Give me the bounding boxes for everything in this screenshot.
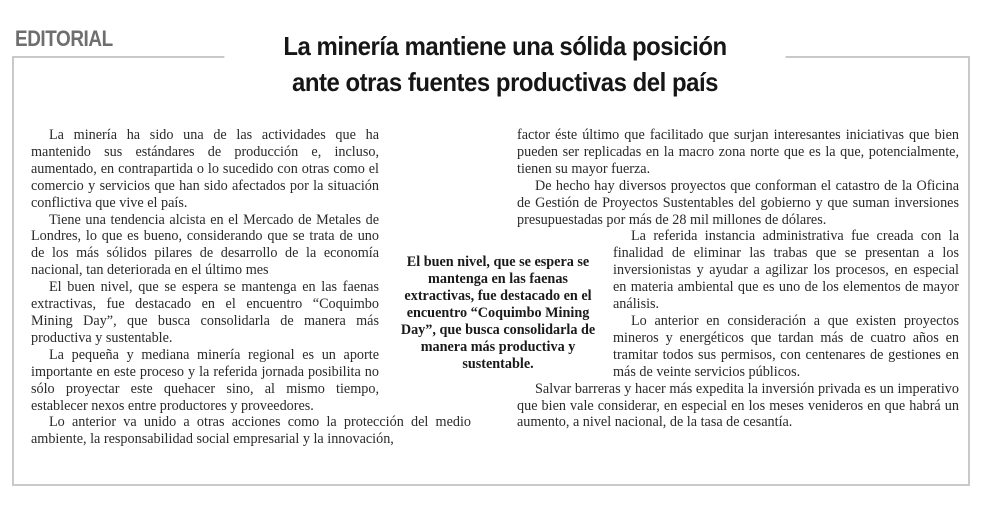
paragraph: La minería ha sido una de las actividades que ha mantenido sus estándares de producción e, incluso, aumentado, en contrapartida o lo sucedido con otras como el comercio y servicios que han sido afectados por la situación conflictiva que vive el país. bbox=[31, 127, 379, 211]
headline-line-2: ante otras fuentes productivas del país bbox=[291, 67, 719, 97]
paragraph: Lo anterior va unido a otras acciones como la protección del medio ambiente, la responsabilidad social empresarial y la innovación, bbox=[31, 414, 471, 448]
section-tag: EDITORIAL bbox=[15, 26, 113, 51]
paragraph: La referida instancia administrativa fue creada con la finalidad de eliminar las trabas que se presentan a los inversionistas y ayudar a agilizar los procesos, en especial en materia ambiental que es uno de los elementos de mayor análisis. bbox=[613, 228, 959, 313]
paragraph: factor éste último que facilitado que surjan interesantes iniciativas que bien pueden ser replicadas en la macro zona norte que es la que, potencialmente, tienen su mayor fuerza. bbox=[517, 127, 959, 177]
paragraph: De hecho hay diversos proyectos que conforman el catastro de la Oficina de Gestión de Proyectos Sustentables del gobierno y que suman inversiones presupuestadas por más de 28 mil millones de dólares. bbox=[517, 177, 959, 228]
paragraph: El buen nivel, que se espera se mantenga en las faenas extractivas, fue destacado en el encuentro “Coquimbo Mining Day”, que busca consolidarla de manera más productiva y sustentable. bbox=[31, 279, 379, 346]
pull-quote: El buen nivel, que se espera se mantenga en las faenas extractivas, fue destacado en el encuentro “Coquimbo Mining Day”, que busca consolidarla de manera más productiva y sustentable. bbox=[390, 252, 606, 375]
paragraph: Salvar barreras y hacer más expedita la inversión privada es un imperativo que bien vale considerar, en especial en los meses venideros en que habrá un aumento, a nivel nacional, de la tasa de cesantía. bbox=[517, 380, 959, 431]
headline bbox=[224, 28, 785, 100]
paragraph: La pequeña y mediana minería regional es un aporte importante en este proceso y la referida jornada posibilita no sólo proyectar este quehacer sino, al mismo tiempo, establecer nexos entre productores y proveedores. bbox=[31, 346, 379, 414]
paragraph: Tiene una tendencia alcista en el Mercado de Metales de Londres, lo que es bueno, considerando que se trata de uno de los más sólidos pilares de desarrollo de la economía nacional, tan deteriorada en el último mes bbox=[31, 211, 379, 279]
paragraph: Lo anterior en consideración a que existen proyectos mineros y energéticos que tardan más de cuatro años en tramitar todos sus permisos, con centenares de gestiones en más de veinte servicios públicos. bbox=[613, 312, 959, 380]
headline-line-1: La minería mantiene una sólida posición bbox=[283, 31, 727, 61]
